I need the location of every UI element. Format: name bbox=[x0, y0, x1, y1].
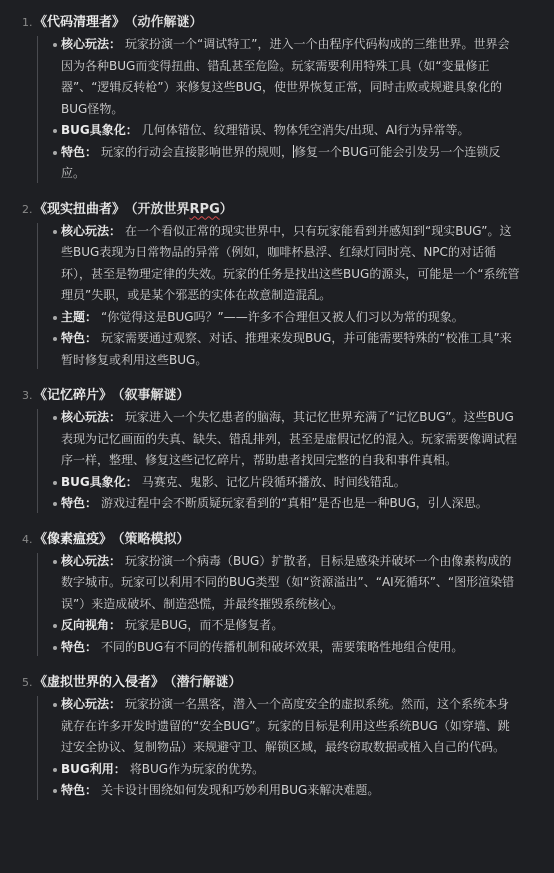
section-heading bbox=[0, 529, 554, 551]
bullet-dot bbox=[53, 789, 57, 793]
bullet-label: 特色： bbox=[61, 783, 98, 797]
bullet-text: 在一个看似正常的现实世界中，只有玩家能看到并感知到“现实BUG”。这些BUG表现为日常物品的异常（例如，咖啡杯悬浮、红绿灯同时亮、NPC的对话循环），甚至是物理定律的失效。玩家的任务是找出这些BUG的源头，可能是一个“系统管理员”失职，或是某个邪恶的实体在故意制造混乱。 bbox=[61, 223, 520, 302]
bullet-list bbox=[0, 694, 554, 802]
bullet-text: 玩家扮演一名黑客，潜入一个高度安全的虚拟系统。然而，这个系统本身就存在许多开发时遗留的“安全BUG”。玩家的目标是利用这些系统BUG（如穿墙、跳过安全协议、复制物品）来规避守卫、解锁区域，最终窃取数据或植入自己的代码。 bbox=[61, 697, 510, 754]
bullet-label: 反向视角： bbox=[61, 618, 122, 632]
list-number: 4. bbox=[22, 532, 33, 546]
bullet-label: 核心玩法： bbox=[61, 553, 122, 568]
list-item bbox=[0, 615, 554, 637]
list-number: 2. bbox=[22, 202, 33, 216]
list-item bbox=[0, 407, 554, 472]
bullet-dot bbox=[53, 129, 57, 133]
bullet-text: 玩家进入一个失忆患者的脑海，其记忆世界充满了“记忆BUG”。这些BUG表现为记忆画面的失真、缺失、错乱排列，甚至是虚假记忆的混入。玩家需要像调试程序一样，整理、修复这些记忆碎片，帮助患者找回完整的自我和事件真相。 bbox=[61, 410, 518, 467]
list-item bbox=[0, 34, 554, 120]
bullet-text: 玩家扮演一个“调试特工”，进入一个由程序代码构成的三维世界。世界会因为各种BUG而变得扭曲、错乱甚至危险。玩家需要利用特殊工具（如“变量修正器”、“逻辑反转枪”）来修复这些BUG，使世界恢复正常，同时击败或规避具象化的BUG怪物。 bbox=[61, 37, 510, 116]
section-1 bbox=[0, 12, 554, 185]
bullet-text: 将BUG作为玩家的优势。 bbox=[129, 761, 265, 776]
bullet-dot bbox=[53, 416, 57, 420]
bullet-label: 特色： bbox=[61, 331, 98, 345]
bullet-list bbox=[0, 221, 554, 372]
bullet-label: BUG具象化： bbox=[61, 123, 138, 137]
bullet-text: 马赛克、鬼影、记忆片段循环播放、时间线错乱。 bbox=[141, 474, 406, 489]
bullet-dot bbox=[53, 316, 57, 320]
game-title: 《像素瘟疫》 bbox=[34, 531, 113, 547]
bullet-label: 主题： bbox=[61, 309, 98, 324]
list-item bbox=[0, 142, 554, 185]
bullet-dot bbox=[53, 646, 57, 650]
list-item bbox=[0, 551, 554, 616]
game-title: 《现实扭曲者》 bbox=[34, 201, 126, 217]
genre-tag: （开放世界RPG） bbox=[131, 201, 233, 217]
bullet-text: 玩家是BUG，而不是修复者。 bbox=[125, 618, 284, 632]
bullet-dot bbox=[53, 151, 57, 155]
genre-tag: （动作解谜） bbox=[131, 15, 203, 30]
bullet-label: 核心玩法： bbox=[61, 410, 122, 424]
section-heading bbox=[0, 12, 554, 34]
section-4 bbox=[0, 529, 554, 659]
bullet-label: BUG利用： bbox=[61, 761, 126, 776]
spellcheck-underline: RPG bbox=[189, 201, 220, 217]
list-item bbox=[0, 759, 554, 781]
bullet-label: 特色： bbox=[61, 144, 98, 159]
bullet-text: 玩家扮演一个病毒（BUG）扩散者，目标是感染并破坏一个由像素构成的数字城市。玩家可以利用不同的BUG类型（如“资源溢出”、“AI死循环”、“图形渲染错误”）来造成破坏、制造恐慌，并最终摧毁系统核心。 bbox=[61, 553, 515, 611]
bullet-text: 玩家需要通过观察、对话、推理来发现BUG，并可能需要特殊的“校准工具”来暂时修复或利用这些BUG。 bbox=[61, 331, 512, 367]
bullet-dot bbox=[53, 703, 57, 707]
list-item bbox=[0, 472, 554, 494]
genre-tag: （策略模拟） bbox=[118, 531, 190, 547]
bullet-label: 特色： bbox=[61, 496, 98, 510]
list-item bbox=[0, 120, 554, 142]
bullet-text: 不同的BUG有不同的传播机制和破坏效果，需要策略性地组合使用。 bbox=[101, 639, 464, 654]
bullet-text: 关卡设计围绕如何发现和巧妙利用BUG来解决难题。 bbox=[101, 783, 380, 797]
bullet-label: 核心玩法： bbox=[61, 223, 122, 238]
section-5 bbox=[0, 672, 554, 802]
bullet-dot bbox=[53, 481, 57, 485]
list-item bbox=[0, 493, 554, 515]
bullet-text: “你觉得这是BUG吗？”——许多不合理但又被人们习以为常的现象。 bbox=[101, 309, 464, 324]
bullet-label: BUG具象化： bbox=[61, 474, 138, 489]
bullet-label: 核心玩法： bbox=[61, 697, 122, 711]
bullet-list bbox=[0, 34, 554, 185]
bullet-dot bbox=[53, 768, 57, 772]
bullet-list bbox=[0, 551, 554, 659]
list-number: 1. bbox=[22, 16, 33, 29]
list-item bbox=[0, 221, 554, 307]
list-item bbox=[0, 637, 554, 659]
bullet-label: 特色： bbox=[61, 639, 98, 654]
section-heading bbox=[0, 385, 554, 407]
section-heading bbox=[0, 672, 554, 694]
bullet-text: 玩家的行动会直接影响世界的规则， bbox=[101, 144, 294, 159]
game-title: 《虚拟世界的入侵者》 bbox=[34, 675, 165, 690]
bullet-text: 几何体错位、纹理错误、物体凭空消失/出现、AI行为异常等。 bbox=[141, 123, 470, 137]
game-title: 《记忆碎片》 bbox=[34, 388, 113, 403]
section-2 bbox=[0, 199, 554, 372]
list-item bbox=[0, 307, 554, 329]
bullet-text: 游戏过程中会不断质疑玩家看到的“真相”是否也是一种BUG，引人深思。 bbox=[101, 496, 488, 510]
list-item bbox=[0, 328, 554, 371]
bullet-dot bbox=[53, 624, 57, 628]
section-3 bbox=[0, 385, 554, 515]
list-item bbox=[0, 780, 554, 802]
list-number: 3. bbox=[22, 389, 33, 402]
bullet-dot bbox=[53, 502, 57, 506]
game-title: 《代码清理者》 bbox=[34, 15, 126, 30]
bullet-dot bbox=[53, 337, 57, 341]
bullet-dot bbox=[53, 560, 57, 564]
bullet-list bbox=[0, 407, 554, 515]
list-number: 5. bbox=[22, 676, 33, 689]
section-heading bbox=[0, 199, 554, 221]
genre-tag: （叙事解谜） bbox=[118, 388, 190, 403]
list-item bbox=[0, 694, 554, 759]
genre-tag: （潜行解谜） bbox=[170, 675, 242, 690]
bullet-text-continued: 修复一个BUG可能会引发另一个连锁反应。 bbox=[61, 144, 501, 180]
bullet-label: 核心玩法： bbox=[61, 37, 122, 51]
bullet-dot bbox=[53, 43, 57, 47]
bullet-dot bbox=[53, 230, 57, 234]
